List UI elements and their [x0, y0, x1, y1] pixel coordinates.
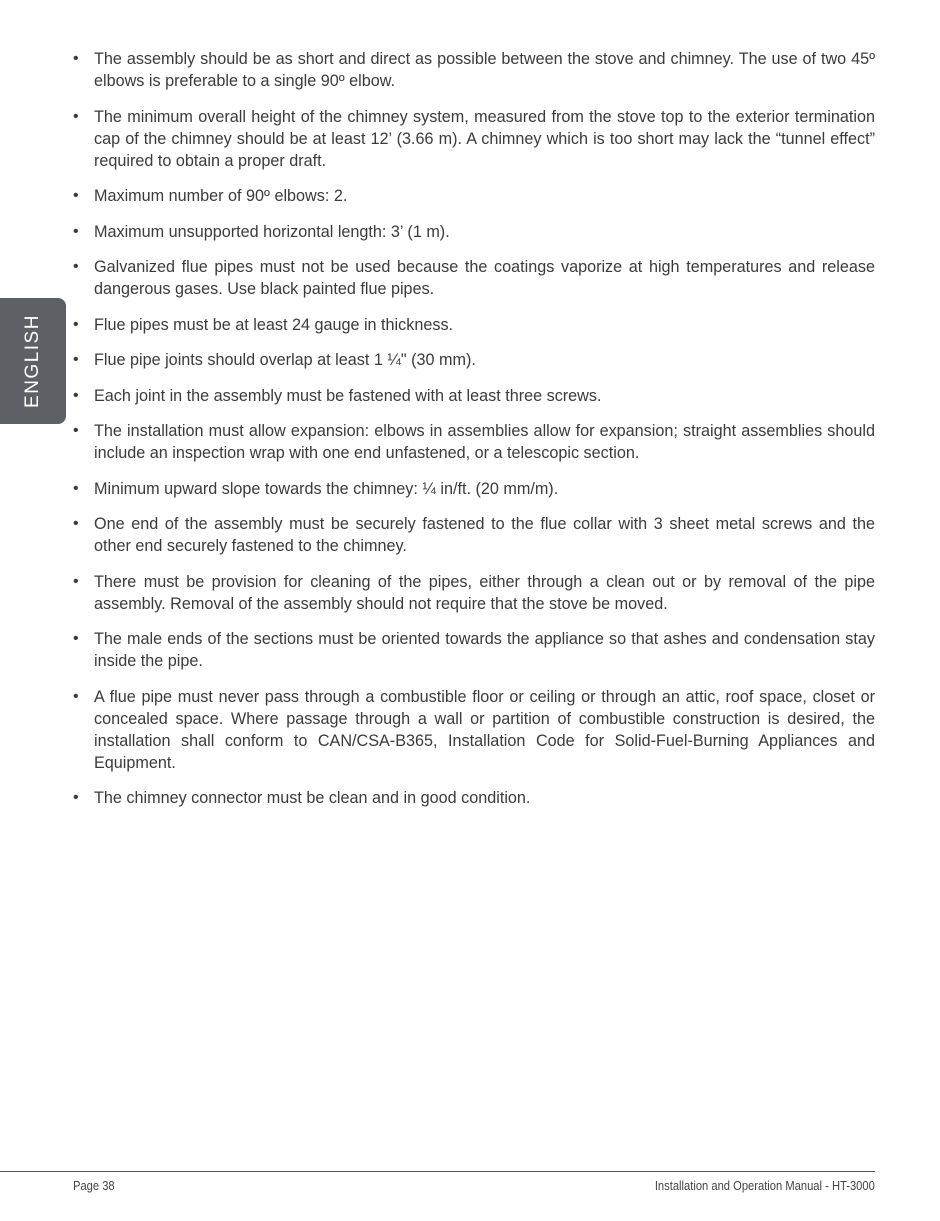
- language-tab: [0, 298, 66, 424]
- page-number: Page 38: [73, 1178, 115, 1193]
- list-item-text: There must be provision for cleaning of the pipes, either through a clean out or by removal of the pipe assembly. Removal of the assembly should not require that the stove be moved.: [94, 572, 875, 613]
- list-item: [72, 256, 875, 300]
- list-item-text: Maximum number of 90º elbows: 2.: [94, 187, 348, 205]
- bullet-icon: •: [73, 572, 79, 590]
- instruction-list: [72, 48, 875, 823]
- list-item-text: Maximum unsupported horizontal length: 3’ (1 m).: [94, 222, 450, 241]
- list-item-text: Flue pipe joints should overlap at least 1 ¼" (30 mm).: [94, 351, 476, 369]
- bullet-icon: •: [73, 187, 79, 204]
- list-item: [72, 385, 875, 407]
- list-item: [72, 787, 875, 809]
- list-item: [72, 513, 875, 557]
- list-item-text: The chimney connector must be clean and in good condition.: [94, 789, 531, 807]
- bullet-icon: •: [73, 789, 79, 806]
- language-tab-label: ENGLISH: [22, 314, 43, 408]
- list-item: [72, 48, 875, 92]
- list-item: [72, 571, 875, 615]
- list-item: [72, 420, 875, 464]
- bullet-icon: •: [73, 386, 79, 404]
- bullet-icon: •: [73, 351, 79, 368]
- footer-divider: [0, 1171, 875, 1172]
- list-item-text: Each joint in the assembly must be fastened with at least three screws.: [94, 386, 602, 405]
- list-item: [72, 349, 875, 371]
- bullet-icon: •: [73, 630, 79, 647]
- list-item-text: The male ends of the sections must be oriented towards the appliance so that ashes and condensation stay inside the pipe.: [94, 630, 875, 670]
- bullet-icon: •: [73, 687, 79, 705]
- list-item: [72, 106, 875, 172]
- bullet-icon: •: [73, 479, 79, 497]
- list-item-text: Flue pipes must be at least 24 gauge in thickness.: [94, 315, 454, 334]
- list-item: [72, 185, 875, 207]
- list-item: [72, 314, 875, 336]
- list-item: [72, 628, 875, 672]
- list-item-text: Galvanized flue pipes must not be used because the coatings vaporize at high temperatures and release dangerous gases. Use black painted flue pipes.: [94, 258, 875, 298]
- bullet-icon: •: [73, 50, 79, 67]
- bullet-icon: •: [73, 422, 79, 439]
- bullet-icon: •: [73, 107, 79, 125]
- list-item-text: The assembly should be as short and direct as possible between the stove and chimney. The use of two 45º elbows is preferable to a single 90º elbow.: [94, 50, 875, 90]
- bullet-icon: •: [73, 515, 79, 532]
- list-item-text: A flue pipe must never pass through a combustible floor or ceiling or through an attic, roof space, closet or concealed space. Where passage through a wall or partition of combustible construction is desired, the installation shall conform to CAN/CSA-B365, Installation Code for Solid-Fuel-Burning Appliances and Equipment.: [94, 687, 875, 772]
- bullet-icon: •: [73, 315, 79, 333]
- bullet-icon: •: [73, 258, 79, 275]
- list-item-text: One end of the assembly must be securely fastened to the flue collar with 3 sheet metal screws and the other end securely fastened to the chimney.: [94, 515, 875, 555]
- bullet-icon: •: [73, 222, 79, 240]
- list-item: [72, 221, 875, 243]
- list-item-text: The installation must allow expansion: elbows in assemblies allow for expansion; straight assemblies should include an inspection wrap with one end unfastened, or a telescopic section.: [94, 422, 875, 462]
- list-item-text: Minimum upward slope towards the chimney: ¼ in/ft. (20 mm/m).: [94, 479, 559, 498]
- manual-title: Installation and Operation Manual - HT-3000: [654, 1178, 875, 1193]
- list-item-text: The minimum overall height of the chimney system, measured from the stove top to the exterior termination cap of the chimney should be at least 12’ (3.66 m). A chimney which is too short may lack the “tunnel effect” required to obtain a proper draft.: [94, 107, 875, 170]
- list-item: [72, 478, 875, 500]
- list-item: [72, 686, 875, 774]
